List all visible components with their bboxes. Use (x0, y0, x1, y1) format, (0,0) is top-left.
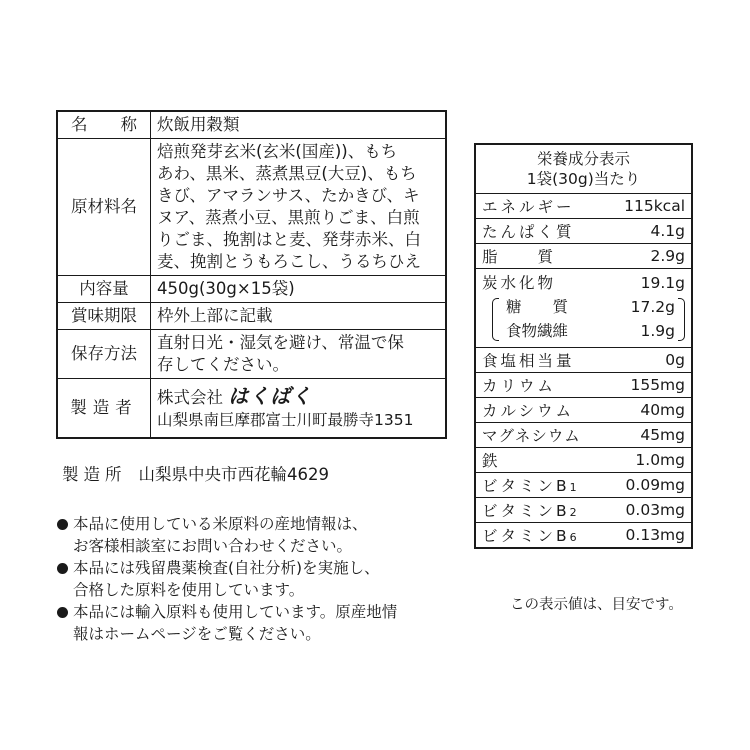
nutrient-label: エネルギー (475, 194, 606, 219)
nutrition-row (475, 423, 692, 448)
nutrient-value: 2.9g (606, 244, 692, 269)
ingredients-line: りごま、挽割はと麦、発芽赤米、白 (157, 230, 421, 249)
note-line: 本品には残留農薬検査(自社分析)を実施し、 (73, 559, 380, 577)
nutrient-label: 炭水化物 (482, 274, 557, 292)
maker-value (151, 379, 447, 439)
nutrient-value: 115kcal (606, 194, 692, 219)
note-item (57, 557, 457, 601)
nutrition-table (474, 143, 693, 549)
content-value: 450g(30g×15袋) (151, 276, 447, 303)
maker-company: 株式会社 (157, 388, 223, 407)
note-item (57, 601, 457, 645)
nutrition-title: 栄養成分表示 (536, 150, 630, 168)
vitamin-label: ビタミンB (482, 477, 570, 495)
ingredients-line: あわ、黒米、蒸煮黒豆(大豆)、もち (157, 164, 417, 183)
nutrient-value: 0.03mg (606, 498, 692, 523)
vitamin-label: ビタミンB (482, 527, 570, 545)
nutrient-label: マグネシウム (475, 423, 606, 448)
nutrient-value: 0.09mg (606, 473, 692, 498)
notes (57, 513, 457, 645)
factory-line (62, 461, 329, 485)
nutrient-value: 155mg (606, 373, 692, 398)
nutrient-label (475, 523, 606, 549)
storage-value (151, 330, 447, 379)
storage-label: 保存方法 (57, 330, 151, 379)
maker-address: 山梨県南巨摩郡富士川町最勝寺1351 (157, 411, 414, 429)
nutrient-label: 食物繊維 (506, 322, 569, 340)
nutrition-row (475, 373, 692, 398)
nutrient-label (475, 473, 606, 498)
storage-row (57, 330, 446, 379)
vitamin-label: ビタミンB (482, 502, 570, 520)
nutrient-label: 糖 質 (506, 298, 569, 316)
nutrient-value: 0g (606, 348, 692, 373)
nutrition-row (475, 473, 692, 498)
nutrition-row (475, 219, 692, 244)
nutrient-label: カリウム (475, 373, 606, 398)
ingredients-label: 原材料名 (57, 139, 151, 276)
note-line: 本品には輸入原料も使用しています。原産地情 (73, 603, 398, 621)
nutrient-value: 1.9g (640, 322, 675, 340)
nutrition-row (475, 523, 692, 549)
maker-row (57, 379, 446, 439)
note-line: 報はホームページをご覧ください。 (73, 625, 321, 643)
nutrient-label: たんぱく質 (475, 219, 606, 244)
name-row (57, 111, 446, 139)
carb-subitems (482, 295, 685, 343)
nutrition-header-cell (475, 144, 692, 194)
storage-line: 存してください。 (157, 355, 289, 374)
nutrient-label: 脂 質 (475, 244, 606, 269)
nutrition-row (475, 348, 692, 373)
note-item (57, 513, 457, 557)
nutrient-value: 1.0mg (606, 448, 692, 473)
maker-label: 製造者 (57, 379, 151, 439)
carbohydrate-block (475, 269, 692, 348)
bestbefore-value: 枠外上部に記載 (151, 303, 447, 330)
content-label: 内容量 (57, 276, 151, 303)
nutrient-value: 0.13mg (606, 523, 692, 549)
ingredients-line: きび、アマランサス、たかきび、キ (157, 186, 420, 205)
nutrition-serving: 1袋(30g)当たり (526, 170, 641, 188)
name-label: 名 称 (57, 111, 151, 139)
storage-line: 直射日光・湿気を避け、常温で保 (157, 333, 404, 352)
name-value: 炊飯用穀類 (151, 111, 447, 139)
factory-value: 山梨県中央市西花輪4629 (138, 465, 329, 484)
nutrient-label: カルシウム (475, 398, 606, 423)
ingredients-row (57, 139, 446, 276)
nutrient-value: 45mg (606, 423, 692, 448)
vitamin-sub: 6 (569, 531, 580, 544)
nutrient-label: 食塩相当量 (475, 348, 606, 373)
ingredients-line: ヌア、蒸煮小豆、黒煎りごま、白煎 (157, 208, 420, 227)
nutrient-value: 17.2g (630, 298, 675, 316)
ingredients-line: 麦、挽割とうもろこし、うるちひえ (157, 252, 421, 271)
nutrient-value: 40mg (606, 398, 692, 423)
carb-sub-row (506, 319, 685, 343)
nutrient-label (475, 498, 606, 523)
bestbefore-row (57, 303, 446, 330)
bestbefore-label: 賞味期限 (57, 303, 151, 330)
nutrient-value: 4.1g (606, 219, 692, 244)
bracket-left (492, 298, 499, 341)
nutrition-row (475, 448, 692, 473)
content-row (57, 276, 446, 303)
note-line: お客様相談室にお問い合わせください。 (73, 537, 353, 555)
vitamin-sub: 1 (569, 481, 580, 494)
nutrient-label: 鉄 (475, 448, 606, 473)
nutrition-header (475, 144, 692, 194)
nutrient-value: 19.1g (640, 274, 685, 292)
vitamin-sub: 2 (569, 506, 580, 519)
factory-label: 製造所 (62, 465, 127, 484)
product-info-table (56, 110, 447, 439)
nutrition-row (475, 498, 692, 523)
nutrition-footnote: この表示値は、目安です。 (510, 597, 683, 613)
nutrition-row (475, 244, 692, 269)
carb-sub-row (506, 295, 685, 319)
nutrition-row (475, 194, 692, 219)
ingredients-line: 焙煎発芽玄米(玄米(国産))、もち (157, 142, 398, 161)
nutrition-row (475, 398, 692, 423)
carb-row (482, 271, 685, 295)
note-line: 本品に使用している米原料の産地情報は、 (73, 515, 368, 533)
carbohydrate-cell (475, 269, 692, 348)
note-line: 合格した原料を使用しています。 (73, 581, 305, 599)
maker-brand-logo: はくばく (228, 384, 313, 408)
bracket-right (678, 298, 685, 341)
ingredients-value (151, 139, 447, 276)
